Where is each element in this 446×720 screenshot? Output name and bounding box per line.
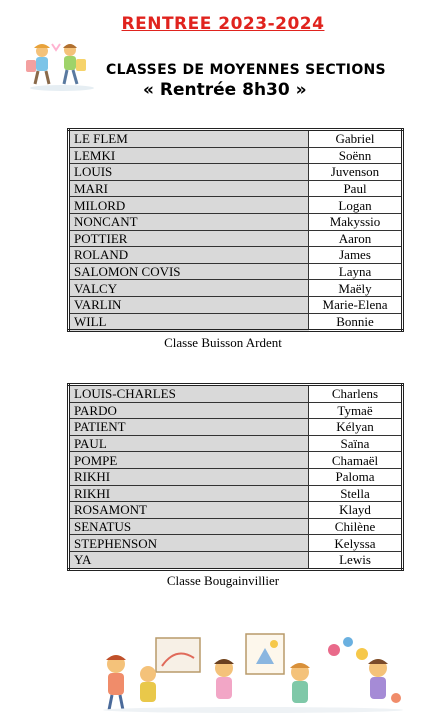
table-row	[69, 130, 403, 148]
class-caption: Classe Buisson Ardent	[164, 335, 282, 350]
last-name-cell: PATIENT	[69, 419, 309, 436]
table-row	[69, 230, 403, 247]
table-row	[69, 419, 403, 436]
first-name-cell: Tymaë	[309, 402, 403, 419]
last-name-cell: WILL	[69, 313, 309, 331]
last-name-cell: POMPE	[69, 452, 309, 469]
first-name-cell: Maëly	[309, 280, 403, 297]
table-row	[69, 551, 403, 569]
table-row	[69, 485, 403, 502]
class-roster-table	[67, 383, 404, 571]
first-name-cell: Chilène	[309, 518, 403, 535]
first-name-cell: Stella	[309, 485, 403, 502]
first-name-cell: Kelyssa	[309, 535, 403, 552]
table-row	[69, 296, 403, 313]
table-row	[69, 313, 403, 331]
first-name-cell: Marie-Elena	[309, 296, 403, 313]
table-row	[69, 452, 403, 469]
first-name-cell: Lewis	[309, 551, 403, 569]
first-name-cell: Kélyan	[309, 419, 403, 436]
page-subtitle: CLASSES DE MOYENNES SECTIONS	[106, 62, 386, 78]
last-name-cell: LE FLEM	[69, 130, 309, 148]
first-name-cell: Juvenson	[309, 164, 403, 181]
table-row	[69, 197, 403, 214]
last-name-cell: SENATUS	[69, 518, 309, 535]
last-name-cell: RIKHI	[69, 468, 309, 485]
last-name-cell: MILORD	[69, 197, 309, 214]
last-name-cell: POTTIER	[69, 230, 309, 247]
table-row	[69, 435, 403, 452]
last-name-cell: MARI	[69, 180, 309, 197]
first-name-cell: Paul	[309, 180, 403, 197]
last-name-cell: LOUIS-CHARLES	[69, 385, 309, 403]
last-name-cell: YA	[69, 551, 309, 569]
first-name-cell: Logan	[309, 197, 403, 214]
first-name-cell: Soënn	[309, 147, 403, 164]
last-name-cell: NONCANT	[69, 213, 309, 230]
table-row	[69, 263, 403, 280]
table-row	[69, 213, 403, 230]
last-name-cell: SALOMON COVIS	[69, 263, 309, 280]
first-name-cell: Saïna	[309, 435, 403, 452]
last-name-cell: RIKHI	[69, 485, 309, 502]
table-row	[69, 502, 403, 519]
first-name-cell: Aaron	[309, 230, 403, 247]
first-name-cell: Layna	[309, 263, 403, 280]
first-name-cell: James	[309, 247, 403, 264]
last-name-cell: PARDO	[69, 402, 309, 419]
rentree-time: « Rentrée 8h30 »	[143, 80, 307, 100]
table-row	[69, 180, 403, 197]
table-row	[69, 535, 403, 552]
first-name-cell: Makyssio	[309, 213, 403, 230]
first-name-cell: Bonnie	[309, 313, 403, 331]
class-roster-table	[67, 128, 404, 332]
children-painting-illustration	[96, 628, 410, 714]
table-row	[69, 247, 403, 264]
table-row	[69, 518, 403, 535]
last-name-cell: VARLIN	[69, 296, 309, 313]
table-row	[69, 147, 403, 164]
first-name-cell: Chamaël	[309, 452, 403, 469]
table-row	[69, 468, 403, 485]
last-name-cell: ROLAND	[69, 247, 309, 264]
first-name-cell: Paloma	[309, 468, 403, 485]
last-name-cell: VALCY	[69, 280, 309, 297]
last-name-cell: LOUIS	[69, 164, 309, 181]
first-name-cell: Klayd	[309, 502, 403, 519]
first-name-cell: Gabriel	[309, 130, 403, 148]
last-name-cell: LEMKI	[69, 147, 309, 164]
table-row	[69, 164, 403, 181]
last-name-cell: STEPHENSON	[69, 535, 309, 552]
first-name-cell: Charlens	[309, 385, 403, 403]
last-name-cell: ROSAMONT	[69, 502, 309, 519]
last-name-cell: PAUL	[69, 435, 309, 452]
table-row	[69, 385, 403, 403]
class-caption: Classe Bougainvillier	[166, 573, 280, 588]
children-walking-illustration	[24, 42, 100, 92]
page-title: RENTREE 2023-2024	[121, 14, 325, 34]
table-row	[69, 402, 403, 419]
table-row	[69, 280, 403, 297]
